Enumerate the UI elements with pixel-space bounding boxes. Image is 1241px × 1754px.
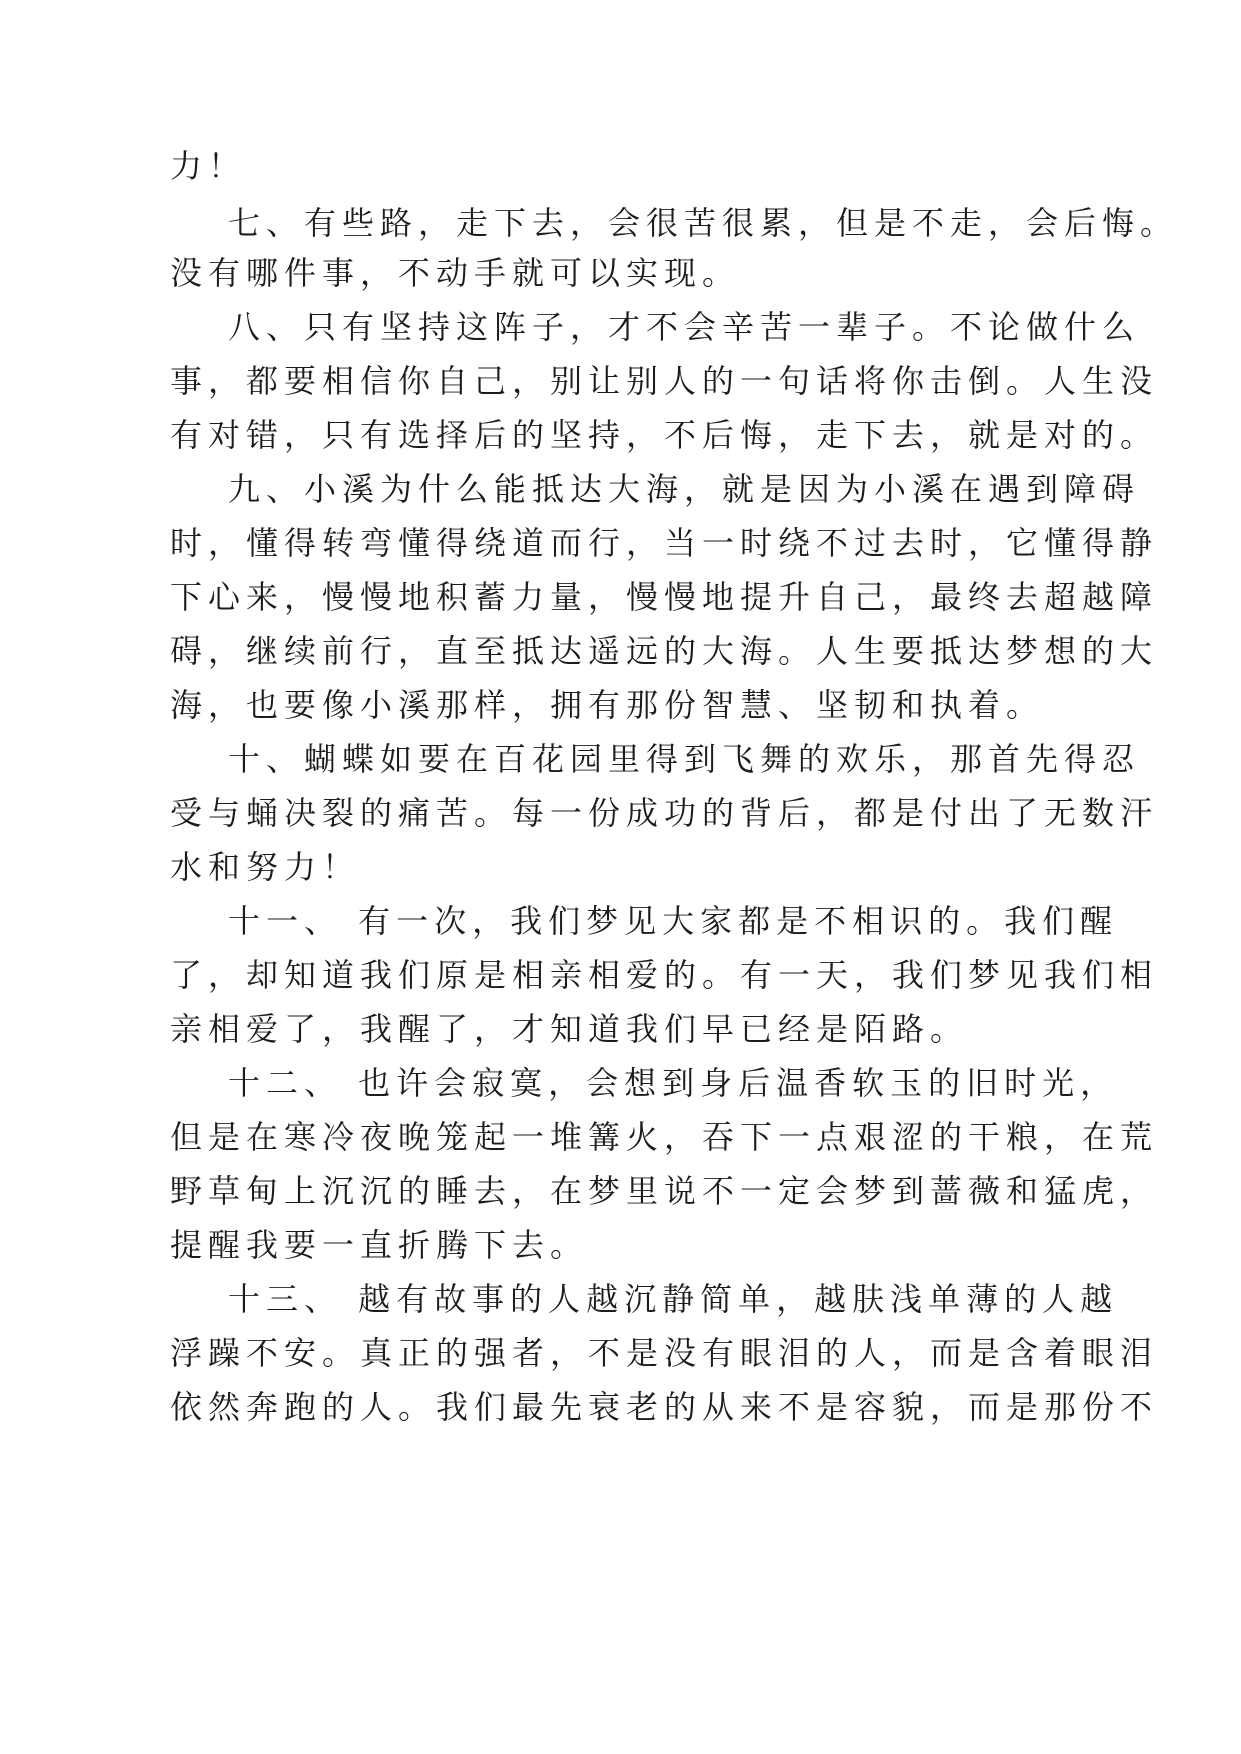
text-line: 十一、 有一次，我们梦见大家都是不相识的。我们醒	[228, 902, 1119, 940]
text-line: 八、只有坚持这阵子，才不会辛苦一辈子。不论做什么	[228, 308, 1141, 346]
text-line: 但是在寒冷夜晚笼起一堆篝火，吞下一点艰涩的干粮，在荒	[170, 1118, 1159, 1156]
text-line: 提醒我要一直折腾下去。	[170, 1226, 589, 1264]
text-line: 没有哪件事，不动手就可以实现。	[170, 254, 741, 292]
text-line: 事，都要相信你自己，别让别人的一句话将你击倒。人生没	[170, 362, 1159, 400]
text-line: 力！	[170, 147, 247, 185]
text-line: 九、小溪为什么能抵达大海，就是因为小溪在遇到障碍	[228, 470, 1141, 508]
text-line: 时，懂得转弯懂得绕道而行，当一时绕不过去时，它懂得静	[170, 524, 1159, 562]
text-line: 七、有些路，走下去，会很苦很累，但是不走，会后悔。	[228, 204, 1179, 242]
text-line: 亲相爱了，我醒了，才知道我们早已经是陌路。	[170, 1010, 969, 1048]
text-line: 水和努力！	[170, 848, 361, 886]
text-line: 浮躁不安。真正的强者，不是没有眼泪的人，而是含着眼泪	[170, 1334, 1159, 1372]
text-line: 有对错，只有选择后的坚持，不后悔，走下去，就是对的。	[170, 416, 1159, 454]
text-line: 依然奔跑的人。我们最先衰老的从来不是容貌，而是那份不	[170, 1388, 1159, 1426]
text-line: 下心来，慢慢地积蓄力量，慢慢地提升自己，最终去超越障	[170, 578, 1159, 616]
text-line: 受与蛹决裂的痛苦。每一份成功的背后，都是付出了无数汗	[170, 794, 1159, 832]
text-line: 碍，继续前行，直至抵达遥远的大海。人生要抵达梦想的大	[170, 632, 1159, 670]
text-line: 海，也要像小溪那样，拥有那份智慧、坚韧和执着。	[170, 686, 1045, 724]
text-line: 十、蝴蝶如要在百花园里得到飞舞的欢乐，那首先得忍	[228, 740, 1141, 778]
text-line: 野草甸上沉沉的睡去，在梦里说不一定会梦到蔷薇和猛虎，	[170, 1172, 1159, 1210]
text-line: 十三、 越有故事的人越沉静简单，越肤浅单薄的人越	[228, 1280, 1119, 1318]
text-line: 十二、 也许会寂寞，会想到身后温香软玉的旧时光，	[228, 1064, 1119, 1102]
text-line: 了，却知道我们原是相亲相爱的。有一天，我们梦见我们相	[170, 956, 1159, 994]
